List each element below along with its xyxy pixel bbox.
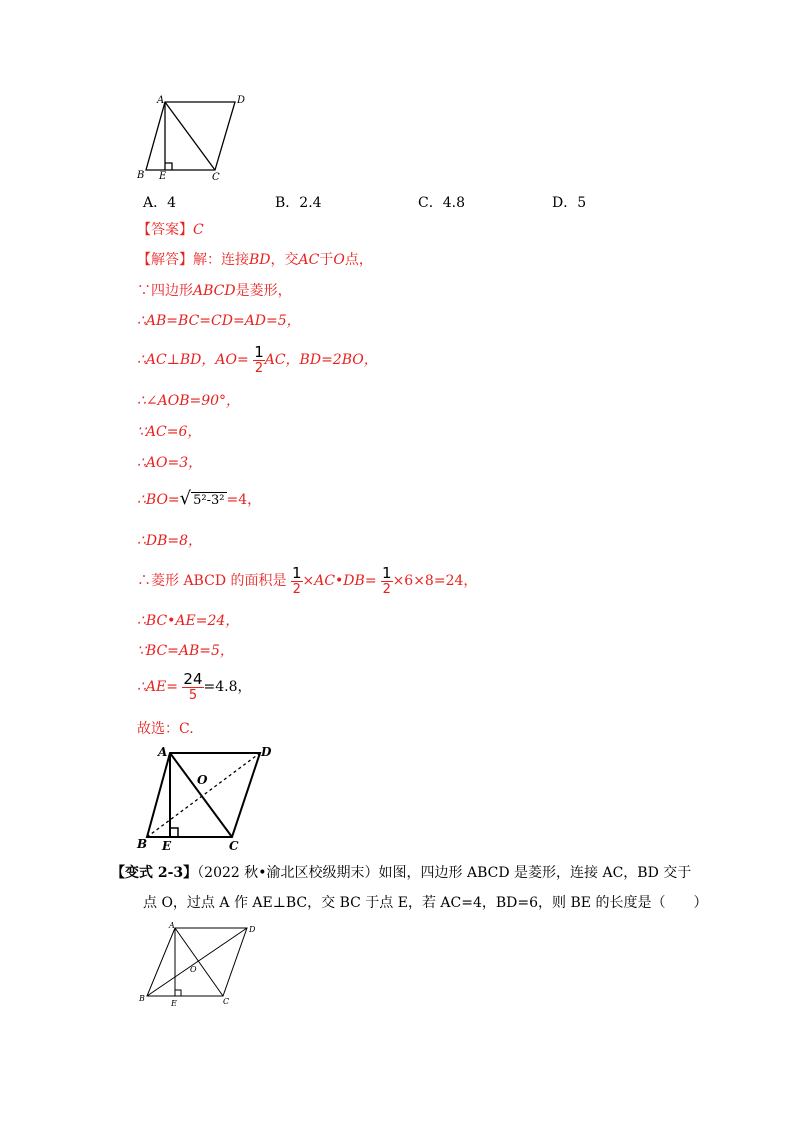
solution-line: 【解答】解：连接BD，交AC于O点， — [137, 252, 373, 268]
label-b2: B — [137, 837, 148, 851]
fraction-half: $\frac{1}{2}$ — [254, 343, 264, 376]
variant-line-2: 点 O，过点 A 作 AE⊥BC，交 BC 于点 E，若 AC=4，BD=6，则 BE 的长度是（ ） — [143, 895, 708, 911]
figure-rhombus-top — [135, 92, 255, 182]
label-d2: D — [261, 745, 272, 759]
variant-line-1: 【变式 2-3】（2022 秋•渝北区校级期末）如图，四边形 ABCD 是菱形，连接 AC，BD 交于 — [111, 865, 692, 881]
fraction-24-5: $\frac{24}{5}$ — [183, 670, 203, 703]
step-12: ∴AE= $\frac{24}{5}$ =4.8， — [137, 670, 252, 703]
label-e3: E — [171, 999, 177, 1008]
option-d: D．5 — [552, 195, 587, 211]
step-6: ∴AO=3， — [137, 455, 203, 471]
step-3: ∴AC⊥BD，AO= $\frac{1}{2}$ AC，BD=2BO， — [137, 343, 378, 376]
answer-line: 【答案】C — [137, 222, 204, 238]
step-8: ∴DB=8， — [137, 533, 203, 549]
step-10: ∴BC•AE=24， — [137, 613, 240, 629]
label-e2: E — [162, 839, 172, 853]
label-a: A — [157, 95, 165, 106]
fraction-half-3: $\frac{1}{2}$ — [382, 564, 392, 597]
label-b3: B — [139, 994, 145, 1003]
label-c3: C — [223, 997, 230, 1006]
figure-rhombus-solution — [135, 743, 275, 853]
label-c: C — [212, 172, 220, 182]
step-11: ∵BC=AB=5， — [137, 643, 234, 659]
option-c: C．4.8 — [418, 195, 465, 211]
step-13: 故选：C. — [137, 721, 194, 737]
label-e: E — [159, 171, 167, 182]
label-b: B — [137, 170, 145, 181]
sqrt-symbol: √ — [179, 488, 192, 509]
label-d3: D — [249, 925, 256, 934]
step-9: ∴菱形 ABCD 的面积是 $\frac{1}{2}$ ×AC•DB= $\frac{1}{2}$ ×6×8=24， — [137, 564, 478, 597]
step-1: ∵四边形ABCD是菱形， — [137, 283, 292, 299]
step-7: ∴BO=√ 5²-3² =4， — [137, 488, 262, 509]
step-2: ∴AB=BC=CD=AD=5， — [137, 313, 301, 329]
label-d: D — [237, 95, 246, 106]
option-b: B．2.4 — [275, 195, 322, 211]
option-a: A．4 — [143, 195, 177, 211]
label-o3: O — [190, 965, 197, 974]
figure-rhombus-variant — [135, 918, 265, 1014]
label-a2: A — [158, 745, 168, 759]
step-4: ∴∠AOB=90°， — [137, 393, 241, 409]
fraction-half-2: $\frac{1}{2}$ — [291, 564, 302, 597]
label-a3: A — [169, 921, 175, 930]
label-o2: O — [197, 773, 208, 787]
label-c2: C — [229, 839, 239, 853]
step-5: ∵AC=6， — [137, 424, 202, 440]
